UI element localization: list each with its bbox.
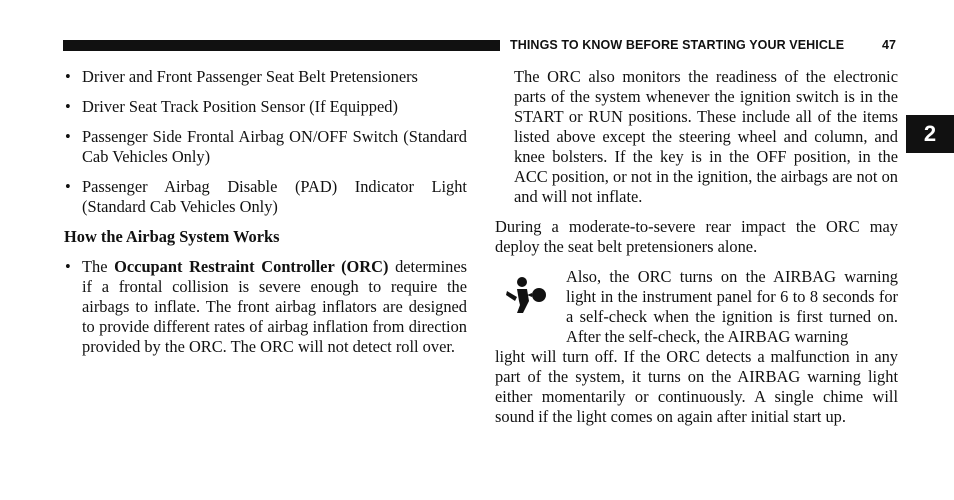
page-number: 47 xyxy=(882,38,896,52)
orc-list-item xyxy=(64,257,467,357)
airbag-warning-rest: light will turn off. If the ORC detects a malfunction in any part of the system, it turns on the AIRBAG warning light either momentarily or continuously. A single chime will sound if the light comes on again after initial start up. xyxy=(495,347,898,426)
orc-monitor-paragraph: The ORC also monitors the readiness of the electronic parts of the system whenever the ignition switch is in the START or RUN positions. These include all of the items listed above except the steering wheel and column, and knee bolsters. If the key is in the OFF position, in the ACC position, or not in the ignition, the airbags are not on and will not inflate. xyxy=(514,67,898,206)
orc-term: Occupant Restraint Controller (ORC) xyxy=(114,257,389,276)
right-column xyxy=(495,67,898,427)
chapter-tab: 2 xyxy=(906,115,954,153)
header-rule xyxy=(63,40,500,51)
list-item: • Driver and Front Passenger Seat Belt Pretensioners xyxy=(64,67,467,87)
airbag-warning-icon xyxy=(505,275,549,315)
airbag-warning-block xyxy=(495,267,898,427)
running-header: THINGS TO KNOW BEFORE STARTING YOUR VEHICLE xyxy=(510,38,845,52)
orc-description: determines if a frontal collision is severe enough to require the airbags to inflate. The front airbag inflators are designed to provide different rates of airbag inflation from direction provided by the ORC. The ORC will not detect roll over. xyxy=(82,257,467,356)
orc-prefix: The xyxy=(82,257,108,276)
list-item: • Driver Seat Track Position Sensor (If Equipped) xyxy=(64,97,467,117)
airbag-warning-lead: Also, the ORC turns on the AIRBAG warning light in the instrument panel for 6 to 8 seconds for a self-check when the ignition is first turned on. After the self-check, the AIRBAG warning xyxy=(566,267,898,346)
list-item: • Passenger Airbag Disable (PAD) Indicator Light (Standard Cab Vehicles Only) xyxy=(64,177,467,217)
section-heading: How the Airbag System Works xyxy=(64,227,280,246)
left-column xyxy=(64,67,467,357)
rear-impact-paragraph: During a moderate-to-severe rear impact the ORC may deploy the seat belt pretensioners alone. xyxy=(495,217,898,256)
list-item: • Passenger Side Frontal Airbag ON/OFF Switch (Standard Cab Vehicles Only) xyxy=(64,127,467,167)
